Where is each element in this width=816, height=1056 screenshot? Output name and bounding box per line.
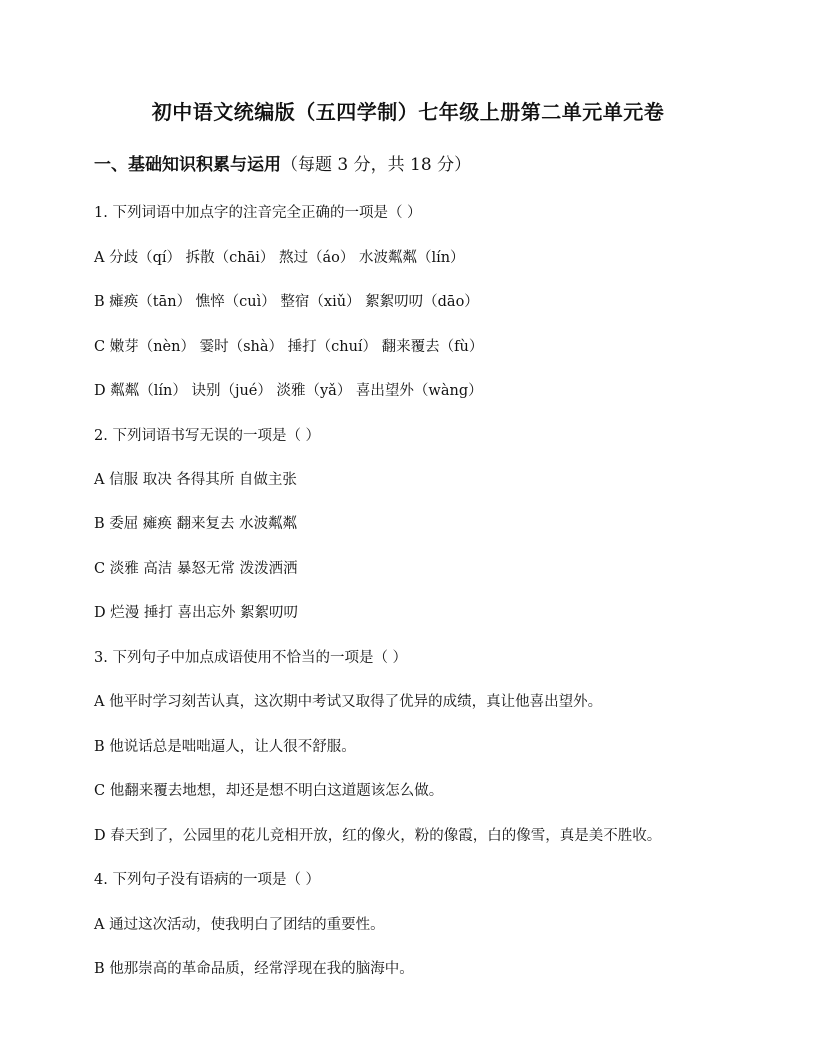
document-title: 初中语文统编版（五四学制）七年级上册第二单元单元卷 — [151, 100, 665, 124]
question-2-option-a: A 信服 取决 各得其所 自做主张 — [94, 472, 297, 488]
question-1-option-b: B 瘫痪（tān） 憔悴（cuì） 整宿（xiǔ） 絮絮叨叨（dāo） — [94, 294, 479, 310]
question-1-option-d: D 粼粼（lín） 诀别（jué） 淡雅（yǎ） 喜出望外（wàng） — [94, 383, 483, 399]
question-3-option-d: D 春天到了，公园里的花儿竞相开放，红的像火，粉的像霞，白的像雪，真是美不胜收。 — [94, 828, 662, 844]
question-3-option-a: A 他平时学习刻苦认真，这次期中考试又取得了优异的成绩，真让他喜出望外。 — [94, 694, 603, 710]
section-score-note: （每题 3 分，共 18 分） — [281, 155, 472, 175]
question-2-option-b: B 委屈 瘫痪 翻来复去 水波粼粼 — [94, 516, 298, 532]
question-2-option-c: C 淡雅 高洁 暴怒无常 泼泼洒洒 — [94, 561, 298, 577]
question-2-option-d: D 烂漫 捶打 喜出忘外 絮絮叨叨 — [94, 605, 299, 621]
question-1-option-c: C 嫩芽（nèn） 霎时（shà） 捶打（chuí） 翻来覆去（fù） — [94, 339, 484, 355]
question-4-option-b: B 他那崇高的革命品质，经常浮现在我的脑海中。 — [94, 961, 414, 977]
question-4-option-a: A 通过这次活动，使我明白了团结的重要性。 — [94, 917, 385, 933]
question-4: 4. 下列句子没有语病的一项是（ ） — [94, 872, 321, 888]
section-heading-text: 一、基础知识积累与运用 — [94, 155, 281, 175]
question-1: 1. 下列词语中加点字的注音完全正确的一项是（ ） — [94, 205, 422, 221]
question-2: 2. 下列词语书写无误的一项是（ ） — [94, 428, 321, 444]
question-1-option-a: A 分歧（qí） 拆散（chāi） 熬过（áo） 水波粼粼（lín） — [94, 250, 465, 266]
question-3-option-b: B 他说话总是咄咄逼人，让人很不舒服。 — [94, 739, 356, 755]
question-3: 3. 下列句子中加点成语使用不恰当的一项是（ ） — [94, 650, 408, 666]
section-heading — [94, 150, 471, 175]
question-3-option-c: C 他翻来覆去地想，却还是想不明白这道题该怎么做。 — [94, 783, 444, 799]
